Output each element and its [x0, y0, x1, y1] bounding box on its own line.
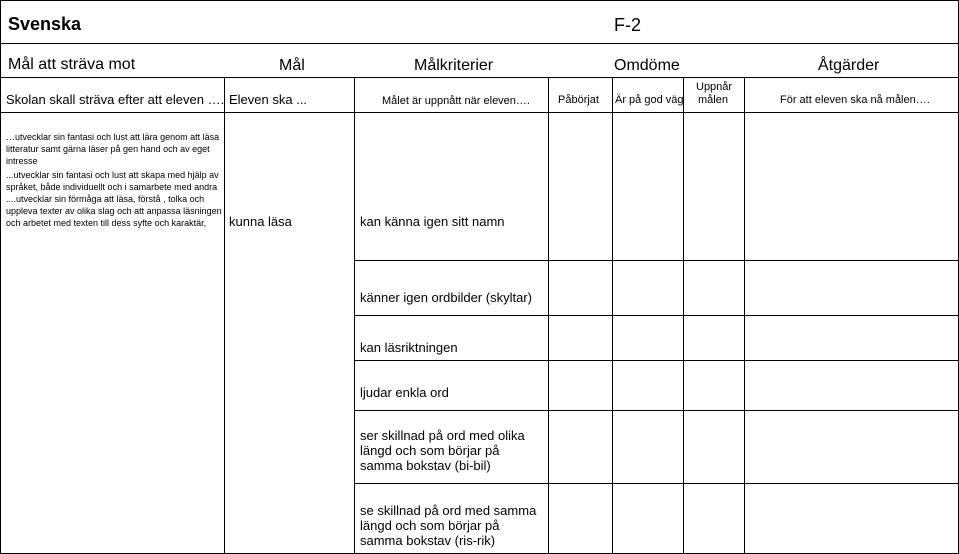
column-header-goals: Mål [279, 57, 305, 74]
strive-text-line1: …utvecklar sin fantasi och lust att lära genom att läsa [6, 132, 220, 142]
criterion-1: kan känna igen sitt namn [360, 214, 505, 229]
criterion-5: ser skillnad på ord med olika längd och som börjar på samma bokstav (bi-bil) [360, 428, 525, 473]
row-divider-4 [354, 410, 958, 411]
row-divider-1 [354, 260, 958, 261]
subheader-to-reach: För att eleven ska nå målen…. [780, 94, 930, 106]
column-header-actions: Åtgärder [818, 57, 880, 74]
strive-text-line2: litteratur samt gärna läser på gen hand och av eget [6, 144, 210, 154]
row-divider-3 [354, 360, 958, 361]
subheader-student-should: Eleven ska ... [229, 92, 308, 107]
row-divider-5 [354, 483, 958, 484]
strive-text-line3: intresse [6, 156, 38, 166]
col-divider-strive [224, 77, 225, 554]
subject-title: Svenska [8, 14, 82, 34]
criterion-3: kan läsriktningen [360, 340, 458, 355]
header-divider [0, 43, 959, 44]
row-divider-2 [354, 315, 958, 316]
column-header-judgement: Omdöme [614, 57, 680, 74]
subheader-school-should: Skolan skall sträva efter att eleven …. [6, 92, 225, 107]
subheader-started: Påbörjat [558, 94, 599, 106]
column-header-divider [0, 77, 959, 78]
subheader-reached-line2: målen [698, 94, 728, 106]
subheader-reached-line1: Uppnår [696, 81, 733, 93]
left-border [0, 0, 1, 554]
subheader-goal-reached-when: Målet är uppnått när eleven…. [382, 95, 530, 107]
column-header-goals-strive: Mål att sträva mot [8, 56, 136, 73]
strive-text-line6: ....utvecklar sin förmåga att läsa, förstå , tolka och [6, 194, 205, 204]
strive-text-line8: och arbetet med texten till dess syfte och karaktär, [6, 218, 207, 228]
criterion-6: se skillnad på ord med samma längd och som börjar på samma bokstav (ris-rik) [360, 503, 537, 548]
criterion-2: känner igen ordbilder (skyltar) [360, 290, 532, 305]
subheader-on-track: Är på god väg [615, 94, 684, 106]
strive-text-line5: språket, både individuellt och i samarbete med andra [6, 182, 218, 192]
goal-text: kunna läsa [229, 214, 292, 229]
top-border [0, 0, 959, 1]
column-header-criteria: Målkriterier [414, 57, 494, 74]
strive-text-line7: uppleva texter av olika slag och att anpassa läsningen [6, 206, 222, 216]
strive-text-line4: ...utvecklar sin fantasi och lust att skapa med hjälp av [6, 170, 219, 180]
subheader-divider [0, 112, 959, 113]
grade-code: F-2 [614, 15, 641, 35]
criterion-4: ljudar enkla ord [360, 385, 449, 400]
